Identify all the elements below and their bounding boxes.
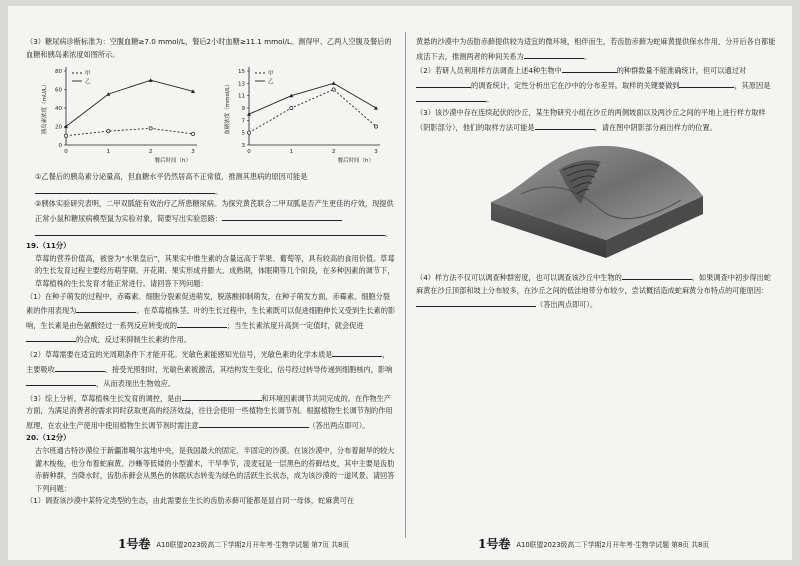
y-tick-label: 60	[55, 87, 62, 94]
data-point	[149, 78, 153, 82]
x-tick-label: 2	[148, 149, 153, 156]
brand-logo: 1号卷	[478, 537, 511, 551]
right-footer	[478, 535, 709, 552]
q20-sub4-b: 。如果调查中初步得出蛇麻黄在沙丘顶部和坡上分布较多，在沙丘之间的低洼地带分布较少，尝试概括造成蛇麻黄分布特点的可能原因：	[416, 273, 771, 295]
dune-terrain-figure[interactable]	[481, 140, 711, 262]
q3-sub1: ①乙餐后的胰岛素分泌量高，但血糖水平仍然居高不正常值，推测其患病的原因可能是。	[35, 172, 308, 196]
series-line-甲	[66, 129, 193, 136]
left-page	[26, 36, 396, 532]
answer-blank[interactable]	[416, 78, 471, 88]
y-tick-label: 11	[238, 93, 245, 100]
q20-sub4-c: （答出两点即可）。	[536, 300, 598, 310]
answer-blank[interactable]	[679, 78, 734, 88]
data-point	[149, 127, 152, 130]
q20-sub2-b: 的种群数量不能准确统计，但可以通过对	[616, 66, 747, 76]
q3-sub2	[26, 198, 396, 225]
data-point	[247, 131, 250, 134]
x-tick-label: 3	[191, 149, 195, 156]
y-tick-label: 40	[55, 106, 62, 113]
q19-sub1	[26, 291, 396, 347]
q20-sub2: （2）若研人员利用样方法调查上述4种生物中 的种群数量不能准确统计，但可以通过对的调查统计，定性分析出它在沙中的分布差异。取样的关键要做到 ，其原因是。	[416, 63, 776, 107]
q20-sub1-cont: 黄悬的沙漠中为齿肋赤藓提供较为适宜的微环境，相伴而生，若齿肋赤藓为蛇麻黄提供保水作用，分开后各自都能成活下去，推测两者的种间关系为 。	[416, 37, 776, 61]
q20-sub1: （1）调查该沙漠中某特定类型的生态，由此需要在生长的齿肋赤藓可能都是显自同一母体，蛇麻黄可在	[26, 496, 355, 506]
data-point	[107, 130, 110, 133]
answer-blank[interactable]	[622, 270, 692, 280]
q20-sub3-a: （3）该沙漠中存在连续起伏的沙丘，某生物研究小组在沙丘的两侧坡面以及两沙丘之间的平地上进行样方取样（阴影部分），他们的取样方法可能是	[416, 107, 766, 132]
legend-label: 乙	[85, 79, 91, 86]
x-axis-label: 餐后时间（h）	[154, 158, 191, 165]
q19-sub3	[26, 391, 396, 433]
y-tick-label: 9	[241, 106, 245, 113]
answer-blank[interactable]	[55, 362, 105, 372]
answer-blank[interactable]	[35, 184, 215, 194]
q20-sub2-a: （2）若研人员利用样方法调查上述4种生物中	[416, 66, 562, 76]
answer-blank[interactable]	[524, 49, 584, 59]
q19-sub1-b: 。在草莓植株茎、叶的生长过程中，生长素既可以促进细胞伸长又受到生长素的影响，生长素是由色氨酸经过一系列反应转变成的	[26, 306, 396, 330]
right-page	[416, 36, 776, 532]
left-footer	[118, 535, 349, 552]
legend-label: 甲	[268, 71, 274, 78]
q19-intro: 草莓的营养价值高，被誉为“水果皇后”，其果实中维生素的含量远高于苹果、葡萄等，具有较高的食用价值。草莓的生长发育过程主要经历萌芽期、开花期、果实形成并膨大、成熟期，体眠期等几个阶段，在多种因素的调节下，草莓植株的生长发育才能正常进行。请回答下列问题：	[35, 253, 395, 288]
x-tick-label: 1	[106, 149, 111, 156]
q19-sub2-c: 。接受光照射时，光敏色素被激活，其结构发生变化，信号经过转导传递到细胞核内，影响	[104, 364, 393, 374]
q20-sub1-cont-text: 黄悬的沙漠中为齿肋赤藓提供较为适宜的微环境，相伴而生，若齿肋赤藓为蛇麻黄提供保水作用，分开后各自都能成活下去，推测两者的种间关系为	[416, 37, 776, 61]
y-tick-label: 0	[58, 143, 62, 150]
y-axis-label: 血糖浓度（mmol/L）	[225, 81, 231, 135]
q3-sub2-text: ②胰体实验研究表明，二甲双胍能有效治疗乙所患糖尿病。为探究黄芪联合二甲双胍是否产生更佳的疗效，现提供正常小鼠和糖尿病模型鼠为实验对象，简要写出实验思路：	[35, 199, 394, 223]
x-tick-label: 3	[374, 149, 378, 156]
answer-blank[interactable]	[26, 332, 76, 342]
y-tick-label: 20	[55, 124, 62, 131]
q19-title: 19.（11分）	[26, 241, 71, 251]
q19-sub2-b: ，主要吸收	[26, 349, 390, 374]
answer-blank[interactable]	[26, 376, 96, 386]
x-axis-label: 餐后时间（h）	[337, 158, 374, 165]
q19-sub1-a: （1）在种子萌发的过程中，赤霉素、细胞分裂素促进萌发，脱落酸抑制萌发，在种子萌发方面，赤霉素、细胞分裂素的作用表现为	[26, 291, 390, 316]
data-point	[290, 107, 293, 110]
q19-sub1-d: 的合成，反过来抑制生长素的作用。	[76, 335, 192, 345]
answer-blank[interactable]	[35, 226, 385, 236]
series-line-乙	[66, 80, 193, 126]
q19-sub3-b: 和环境因素调节共同完成的。在作物生产方面，为满足消费者的需求同时获取更高的经济效益，往往会使用一些植物生长调节剂。根据植物生长调节剂的作用原理，在农业生产使用中使用植物生长调节剂时需注意	[26, 393, 393, 430]
legend-label: 甲	[85, 71, 91, 78]
y-tick-label: 7	[241, 118, 245, 125]
left-footer-text: A10联盟2023级高二下学期2月开年考·生物学试题 第7页 共8页	[156, 540, 350, 549]
q19-sub3-a: （3）综上分析，草莓植株生长发育的调控，是由	[26, 393, 182, 403]
answer-blank[interactable]	[332, 347, 382, 357]
figure-row	[26, 63, 396, 167]
q3-sub1-text: ①乙餐后的胰岛素分泌量高，但血糖水平仍然居高不正常值，推测其患病的原因可能是	[35, 172, 308, 182]
answer-blank[interactable]	[182, 391, 262, 401]
y-tick-label: 80	[55, 69, 62, 76]
q20-sub2-d: ，其原因是	[734, 80, 771, 90]
x-tick-label: 0	[247, 149, 251, 156]
insulin-chart	[38, 63, 203, 167]
answer-blank[interactable]	[535, 120, 595, 130]
q19-sub2	[26, 347, 396, 391]
q19-sub2-a: （2）草莓需要在适宜的光周期条件下才能开花。光敏色素能感知光信号，光敏色素的化学本质是	[26, 349, 333, 359]
y-tick-label: 15	[238, 69, 245, 76]
answer-blank[interactable]	[177, 318, 227, 328]
answer-blank[interactable]	[416, 92, 486, 102]
right-footer-text: A10联盟2023级高二下学期2月开年考·生物学试题 第8页 共8页	[516, 540, 710, 549]
x-tick-label: 0	[64, 149, 68, 156]
series-line-甲	[249, 90, 376, 133]
data-point	[332, 82, 336, 86]
q20-title: 20.（12分）	[26, 433, 71, 443]
answer-blank[interactable]	[222, 211, 342, 221]
y-tick-label: 13	[238, 81, 245, 88]
data-point	[374, 125, 377, 128]
y-axis-label: 胰岛素浓度（mU/L）	[42, 81, 48, 135]
y-tick-label: 3	[241, 143, 245, 150]
brand-logo: 1号卷	[118, 537, 151, 551]
q20-sub4-a: （4）样方法不仅可以调查种群密度，也可以调查该沙丘中生物的	[416, 273, 622, 283]
x-tick-label: 2	[331, 149, 336, 156]
answer-blank[interactable]	[562, 63, 617, 73]
x-tick-label: 1	[289, 149, 294, 156]
data-point	[374, 106, 378, 110]
data-point	[332, 88, 335, 91]
exam-sheet	[8, 6, 792, 560]
q3-intro: （3）糖尿病诊断标准为：空腹血糖≥7.0 mmol/L，餐后2小时血糖≥11.1 mmol/L。测得甲、乙两人空腹及餐后的血糖和胰岛素浓度如图所示。	[26, 37, 392, 59]
q20-sub3-b: ，请在图中阴影部分画出样方的位置。	[594, 122, 717, 132]
answer-blank[interactable]	[416, 297, 536, 307]
q19-sub1-c: ；当生长素浓度升高到一定值时，就会促进	[226, 320, 364, 330]
answer-blank[interactable]	[76, 303, 136, 313]
q20-sub2-c: 的调查统计，定性分析出它在沙中的分布差异。取样的关键要做到	[471, 80, 680, 90]
data-point	[191, 132, 194, 135]
data-point	[64, 134, 67, 137]
q20-sub4	[416, 270, 776, 312]
y-tick-label: 5	[241, 130, 245, 137]
terrain-figure-wrap	[416, 140, 776, 262]
glucose-chart	[221, 63, 386, 167]
q19-sub3-c: （答出两点即可）。	[308, 420, 370, 430]
page-divider	[405, 32, 406, 538]
legend-label: 乙	[268, 79, 274, 86]
q19-sub2-d: ，从而表现出生物效应。	[96, 379, 176, 389]
answer-blank[interactable]	[199, 418, 309, 428]
q20-sub3	[416, 107, 776, 134]
q20-intro: 古尔班通古特沙漠位于新疆准噶尔盆地中央，是我国最大的固定、半固定的沙漠。在该沙漠中，分布着耐旱的较大灌木梭梭，也分布着蛇麻黄、沙蜥等低矮的小型灌木，干旱季节，凌麦冠是一层黑色的苔藓结皮，其中主要是齿肋赤藓种群，当降水时，齿肋赤藓会从黑色的休眠状态转变为绿色的活跃生长状态，成为该沙漠的一道风景。请回答下列问题：	[35, 446, 395, 493]
q3-sub2-line: 。	[26, 226, 396, 241]
